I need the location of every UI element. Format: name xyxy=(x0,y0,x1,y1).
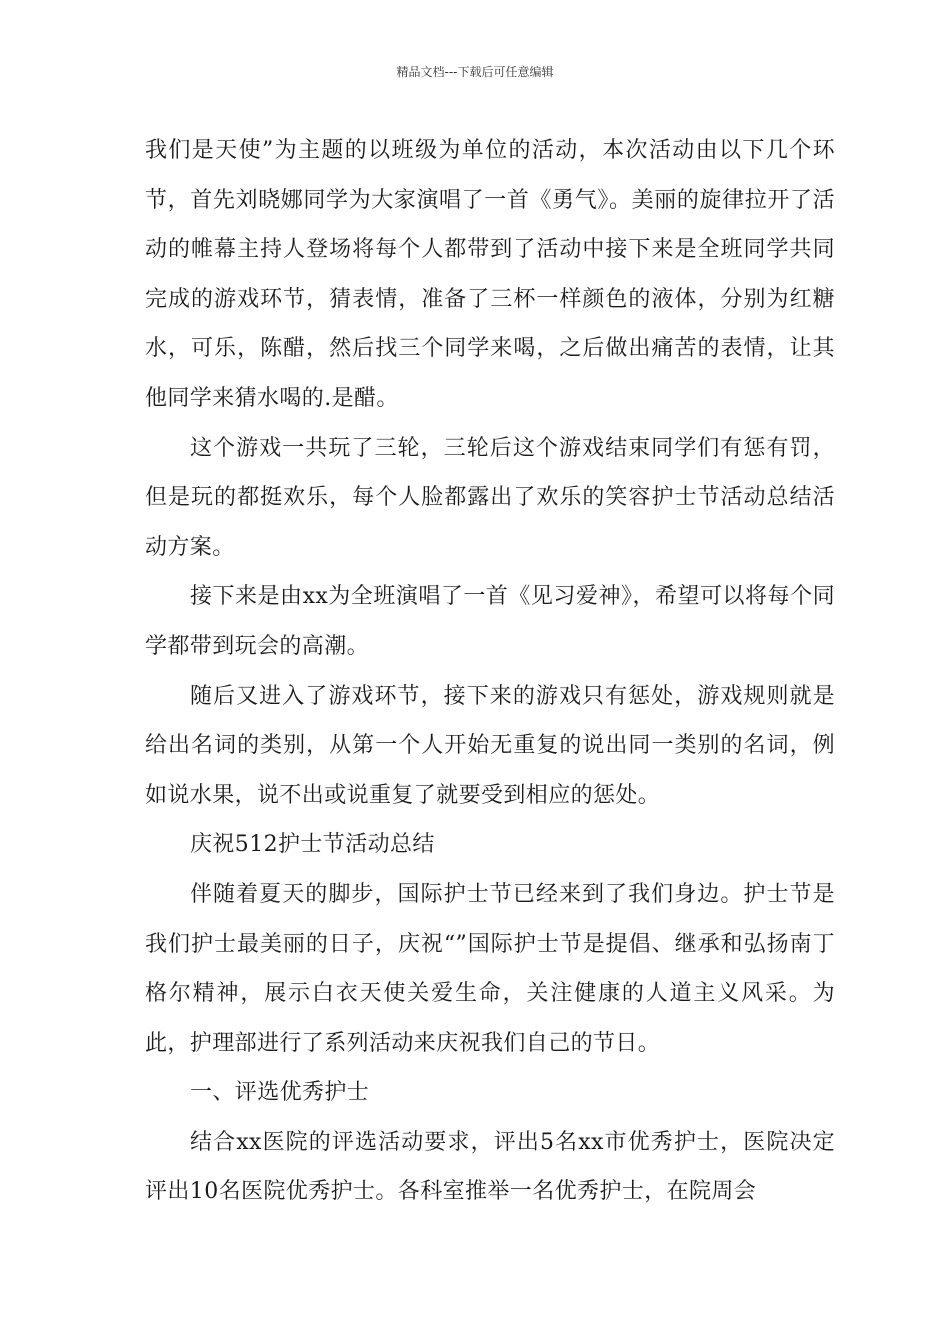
paragraph-nurses-day: 伴随着夏天的脚步，国际护士节已经来到了我们身边。护士节是我们护士最美丽的日子，庆祝“”国际护士节是提倡、继承和弘扬南丁格尔精神，展示白衣天使关爱生命，关注健康的人道主义风采。为此，护理部进行了系列活动来庆祝我们自己的节日。 xyxy=(145,881,835,1056)
section-heading-1: 一、评选优秀护士 xyxy=(190,1080,370,1106)
paragraph-song: 接下来是由xx为全班演唱了一首《见习爱神》，希望可以将每个同学都带到玩会的高潮。 xyxy=(145,584,835,659)
section-title: 庆祝512护士节活动总结 xyxy=(190,832,435,858)
paragraph-penalty-game: 随后又进入了游戏环节，接下来的游戏只有惩处，游戏规则就是给出名词的类别，从第一个人开始无重复的说出同一类别的名词，例如说水果，说不出或说重复了就要受到相应的惩处。 xyxy=(145,683,835,808)
document-body xyxy=(145,126,835,1217)
paragraph-game-rounds: 这个游戏一共玩了三轮，三轮后这个游戏结束同学们有惩有罚，但是玩的都挺欢乐，每个人脸都露出了欢乐的笑容护士节活动总结活动方案。 xyxy=(145,435,835,560)
paragraph-selection: 结合xx医院的评选活动要求，评出5名xx市优秀护士，医院决定评出10名医院优秀护士。各科室推举一名优秀护士，在院周会 xyxy=(145,1129,835,1205)
page-header: 精品文档---下载后可任意编辑 xyxy=(396,65,554,79)
paragraph-continuation: 我们是天使”为主题的以班级为单位的活动，本次活动由以下几个环节，首先刘晓娜同学为大家演唱了一首《勇气》。美丽的旋律拉开了活动的帷幕主持人登场将每个人都带到了活动中接下来是全班同学共同完成的游戏环节，猜表情，准备了三杯一样颜色的液体，分别为红糖水，可乐，陈醋，然后找三个同学来喝，之后做出痛苦的表情，让其他同学来猜水喝的.是醋。 xyxy=(145,138,835,411)
